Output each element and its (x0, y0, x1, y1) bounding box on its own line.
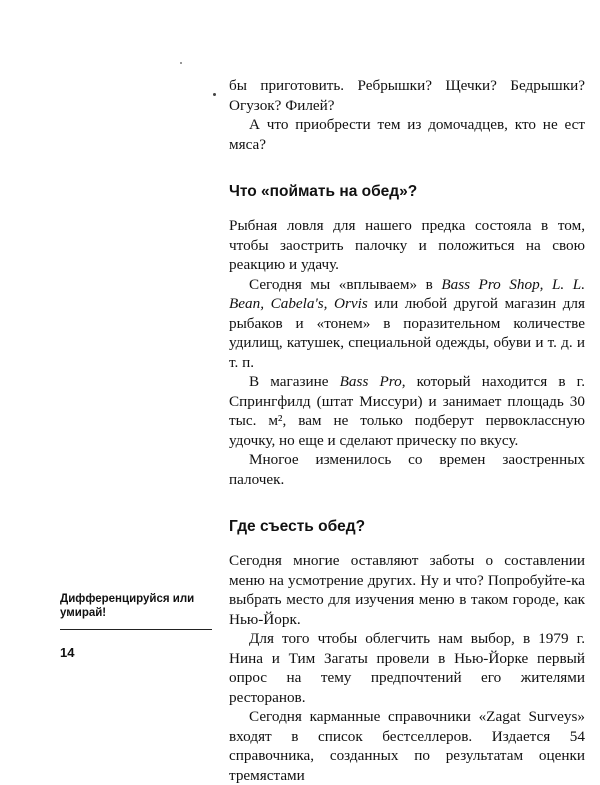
section-heading-where-to-eat: Где съесть обед? (229, 518, 366, 535)
intro-paragraph-continued: бы приготовить. Ребрышки? Щечки? Бедрышки? Огузок? Филей? (229, 77, 585, 114)
print-speck (180, 62, 182, 64)
section2-paragraph-2: Для того чтобы облегчить нам выбор, в 1979 г. Нина и Тим Загаты провели в Нью-Йорке первый опрос на тему предпочтений его жителями ресторанов. (229, 630, 585, 706)
text-run: В магазине (249, 373, 340, 390)
section2-paragraph-1: Сегодня многие оставляют заботы о составлении меню на усмотрение других. Ну и что? Попробуйте-ка выбрать место для изучения меню в таком городе, как Нью-Йорк. (229, 552, 585, 628)
running-title: Дифференцируйся или умирай! (60, 593, 195, 619)
text-run: Сегодня мы «вплываем» в (249, 275, 442, 293)
section1-paragraph-2 (229, 275, 585, 373)
section2-paragraph-3: Сегодня карманные справочники «Zagat Surveys» входят в список бестселлеров. Издается 54 справочника, созданных по результатам оценки тремястами (229, 708, 585, 784)
main-text-column (229, 76, 585, 785)
section1-paragraph-4: Многое изменилось со времен заостренных палочек. (229, 451, 585, 488)
intro-paragraph: А что приобрести тем из домочадцев, кто не ест мяса? (229, 116, 585, 153)
store-name: Bass Pro (339, 373, 402, 390)
print-speck (213, 93, 216, 96)
section1-paragraph-1: Рыбная ловля для нашего предка состояла в том, чтобы заострить палочку и положиться на свою реакцию и удачу. (229, 217, 585, 273)
store-names: Bass Pro Shop, L. L. Bean, Cabela's, Orvis (229, 275, 585, 312)
section-heading-catch-dinner: Что «поймать на обед»? (229, 183, 418, 200)
text-run: или любой другой магазин для рыбаков и «тонем» в поразительном количестве удилищ, катушек, специальной одежды, обуви и т. д. и т. п. (229, 295, 585, 371)
divider (60, 629, 212, 630)
section1-paragraph-3 (229, 372, 585, 450)
page-number: 14 (60, 645, 75, 660)
text-run: , который находится в г. Спрингфилд (штат Миссури) и занимает площадь 30 тыс. м², вам не только подберут первоклассную удочку, но еще и сделают прическу по вкусу. (229, 373, 585, 449)
